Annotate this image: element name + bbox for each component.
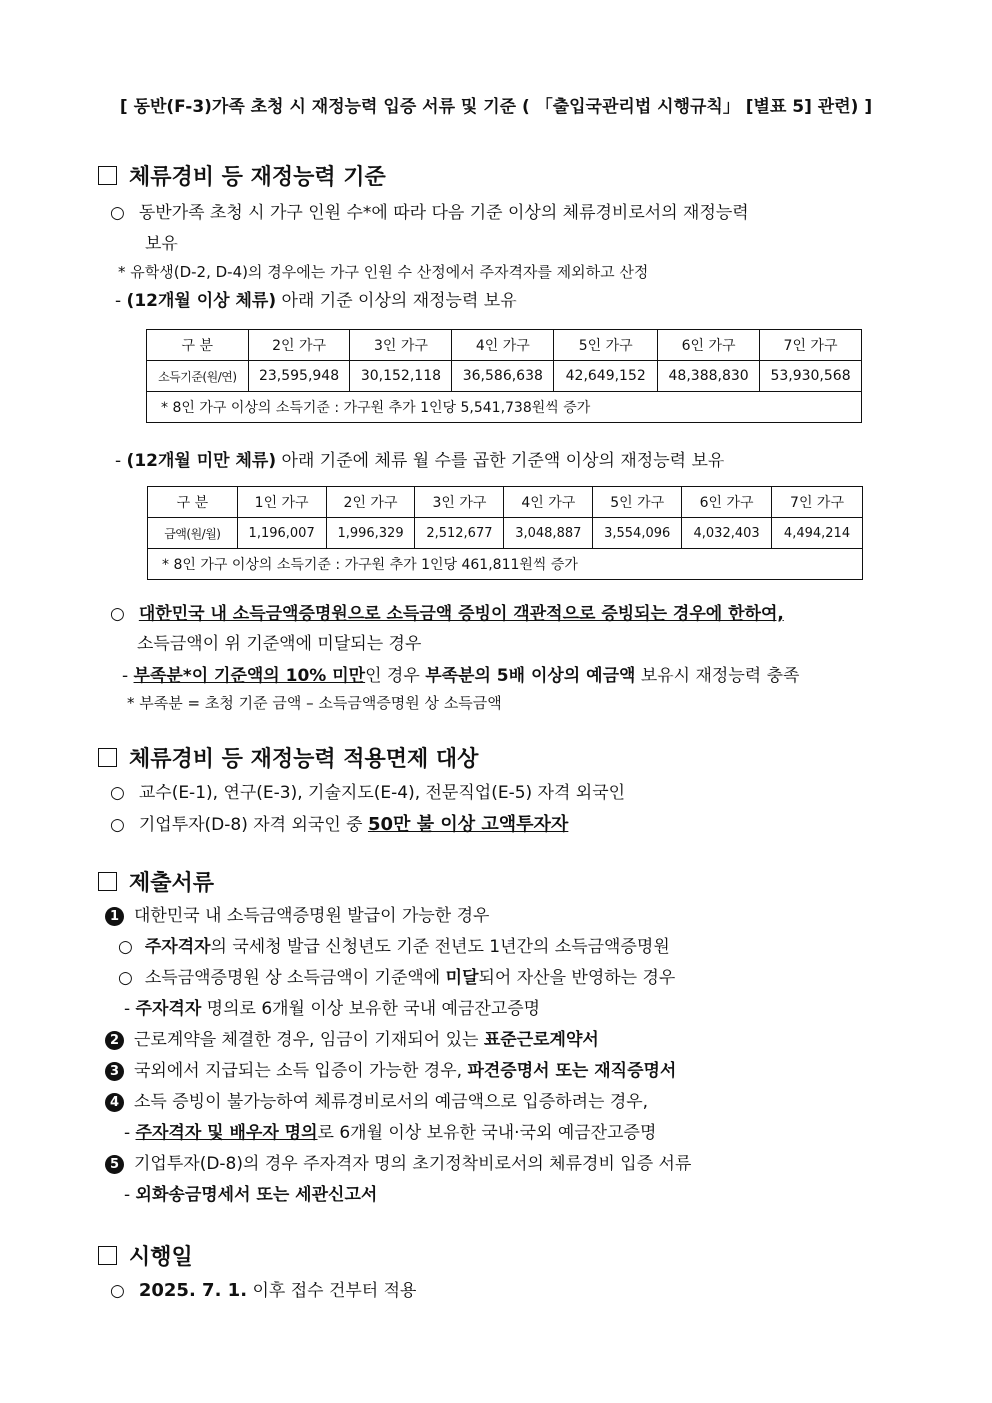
table-cell: 30,152,118 (350, 361, 452, 392)
table-cell: 53,930,568 (760, 361, 862, 392)
doc-item-3: 3 국외에서 지급되는 소득 입증이 가능한 경우, 파견증명서 또는 재직증명서 (105, 1056, 676, 1081)
table-header: 4인 가구 (452, 330, 554, 361)
bullet-household-criteria: ○ 동반가족 초청 시 가구 인원 수*에 따라 다음 기준 이상의 체류경비로서의 재정능력 (110, 203, 749, 223)
table-note-row (147, 392, 862, 423)
doc-item-1-sub-3: - 주자격자 명의로 6개월 이상 보유한 국내 예금잔고증명 (124, 999, 541, 1019)
table-cell: 3,554,096 (593, 518, 682, 549)
square-bullet-icon (98, 872, 117, 891)
doc-item-4: 4 소득 증빙이 불가능하여 체류경비로서의 예금액으로 입증하려는 경우, (105, 1087, 648, 1112)
income-table-monthly (147, 486, 863, 580)
table-cell: 1,196,007 (237, 518, 326, 549)
section-heading-financial-criteria: 체류경비 등 재정능력 기준 (98, 160, 386, 191)
table-header: 구 분 (148, 487, 238, 518)
table-header: 1인 가구 (237, 487, 326, 518)
table-cell: 3,048,887 (504, 518, 593, 549)
table-cell: 금액(원/월) (148, 518, 238, 549)
circle-bullet-icon: ○ (110, 203, 125, 223)
bullet-household-criteria-cont: 보유 (145, 234, 178, 254)
sub-shortfall: - 부족분*이 기준액의 10% 미만인 경우 부족분의 5배 이상의 예금액 보유시 재정능력 충족 (122, 666, 800, 686)
square-bullet-icon (98, 1246, 117, 1265)
bullet-effective-date: ○ 2025. 7. 1. 이후 접수 건부터 적용 (110, 1280, 417, 1301)
section-heading-exemption: 체류경비 등 재정능력 적용면제 대상 (98, 742, 478, 773)
circle-bullet-icon: ○ (110, 815, 125, 835)
doc-item-1-sub-1: ○ 주자격자의 국세청 발급 신청년도 기준 전년도 1년간의 소득금액증명원 (118, 937, 670, 957)
square-bullet-icon (98, 166, 117, 185)
table-header: 6인 가구 (658, 330, 760, 361)
number-badge-icon: 4 (105, 1093, 124, 1112)
note-shortfall: * 부족분 = 초청 기준 금액 – 소득금액증명원 상 소득금액 (127, 694, 502, 712)
table-cell: 36,586,638 (452, 361, 554, 392)
table-header: 7인 가구 (772, 487, 863, 518)
square-bullet-icon (98, 748, 117, 767)
note-student: * 유학생(D-2, D-4)의 경우에는 가구 인원 수 산정에서 주자격자를 제외하고 산정 (118, 263, 649, 281)
income-table-annual (146, 329, 862, 423)
table-header: 3인 가구 (415, 487, 504, 518)
number-badge-icon: 1 (105, 907, 124, 926)
table-header-row (148, 487, 863, 518)
table-cell: 23,595,948 (248, 361, 350, 392)
doc-item-4-sub: - 주자격자 및 배우자 명의로 6개월 이상 보유한 국내·국외 예금잔고증명 (124, 1123, 657, 1143)
bullet-income-certificate: ○ 대한민국 내 소득금액증명원으로 소득금액 증빙이 객관적으로 증빙되는 경우에 한하여, (110, 604, 784, 624)
table-cell: 2,512,677 (415, 518, 504, 549)
table-row (147, 361, 862, 392)
table-note: * 8인 가구 이상의 소득기준 : 가구원 추가 1인당 5,541,738원씩 증가 (147, 392, 862, 423)
section-heading-documents: 제출서류 (98, 866, 214, 897)
sub-12months-over: - (12개월 이상 체류) 아래 기준 이상의 재정능력 보유 (115, 291, 517, 311)
document-title: [ 동반(F-3)가족 초청 시 재정능력 입증 서류 및 기준 ( 「출입국관리법 시행규칙」 [별표 5] 관련) ] (119, 97, 873, 117)
doc-item-5: 5 기업투자(D-8)의 경우 주자격자 명의 초기정착비로서의 체류경비 입증 서류 (105, 1149, 691, 1174)
circle-bullet-icon: ○ (110, 604, 125, 624)
table-header: 3인 가구 (350, 330, 452, 361)
table-header: 구 분 (147, 330, 249, 361)
table-cell: 4,494,214 (772, 518, 863, 549)
table-header: 5인 가구 (593, 487, 682, 518)
table-header: 5인 가구 (554, 330, 658, 361)
table-cell: 소득기준(원/연) (147, 361, 249, 392)
table-header: 6인 가구 (682, 487, 772, 518)
section-heading-effective-date: 시행일 (98, 1240, 193, 1271)
doc-item-5-sub: - 외화송금명세서 또는 세관신고서 (124, 1185, 378, 1205)
table-cell: 1,996,329 (326, 518, 415, 549)
bullet-exempt-investor: ○ 기업투자(D-8) 자격 외국인 중 50만 불 이상 고액투자자 (110, 814, 569, 835)
bullet-exempt-visas: ○ 교수(E-1), 연구(E-3), 기술지도(E-4), 전문직업(E-5) 자격 외국인 (110, 783, 626, 803)
table-header: 2인 가구 (326, 487, 415, 518)
table-header-row (147, 330, 862, 361)
table-cell: 42,649,152 (554, 361, 658, 392)
number-badge-icon: 5 (105, 1155, 124, 1174)
doc-item-1-sub-2: ○ 소득금액증명원 상 소득금액이 기준액에 미달되어 자산을 반영하는 경우 (118, 968, 676, 988)
number-badge-icon: 3 (105, 1062, 124, 1081)
table-header: 4인 가구 (504, 487, 593, 518)
circle-bullet-icon: ○ (110, 1281, 125, 1301)
sub-12months-under: - (12개월 미만 체류) 아래 기준에 체류 월 수를 곱한 기준액 이상의 재정능력 보유 (115, 451, 725, 471)
doc-item-2: 2 근로계약을 체결한 경우, 임금이 기재되어 있는 표준근로계약서 (105, 1025, 599, 1050)
table-note-row (148, 549, 863, 580)
table-header: 2인 가구 (248, 330, 350, 361)
table-cell: 48,388,830 (658, 361, 760, 392)
doc-item-1: 1 대한민국 내 소득금액증명원 발급이 가능한 경우 (105, 901, 489, 926)
table-header: 7인 가구 (760, 330, 862, 361)
table-row (148, 518, 863, 549)
table-note: * 8인 가구 이상의 소득기준 : 가구원 추가 1인당 461,811원씩 증가 (148, 549, 863, 580)
circle-bullet-icon: ○ (110, 783, 125, 803)
bullet-income-certificate-cont: 소득금액이 위 기준액에 미달되는 경우 (137, 634, 422, 654)
number-badge-icon: 2 (105, 1031, 124, 1050)
table-cell: 4,032,403 (682, 518, 772, 549)
